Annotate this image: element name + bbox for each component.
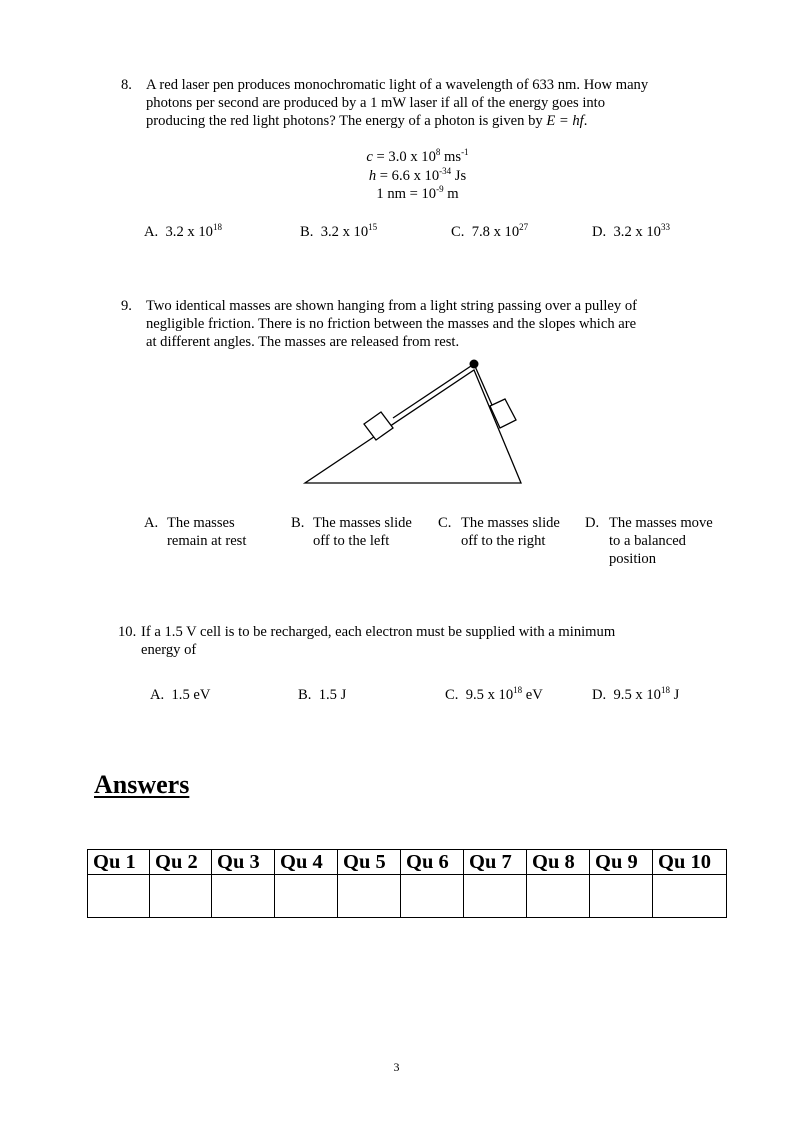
question-text-line: If a 1.5 V cell is to be recharged, each electron must be supplied with a minimum [141,624,616,640]
question-text-line: negligible friction. There is no friction between the masses and the slopes which are [146,316,637,332]
option-d[interactable]: D. 3.2 x $10^{33}$ [592,222,670,240]
option-c[interactable]: C. 9.5 x $10^{18}$ eV [445,685,543,703]
question-number: 9. [121,298,132,314]
answer-cell[interactable] [338,875,401,918]
option-d[interactable]: D. 9.5 x $10^{18}$ J [592,685,680,703]
string-left [393,364,474,418]
column-header: Qu 5 [338,850,401,875]
answer-cell[interactable] [275,875,338,918]
answer-cell[interactable] [527,875,590,918]
column-header: Qu 6 [401,850,464,875]
string-right [474,364,492,405]
answers-heading: Answers [94,770,190,799]
option-b[interactable]: B. 3.2 x $10^{15}$ [300,222,378,240]
question-text-line: A red laser pen produces monochromatic light of a wavelength of 633 nm. How many [146,77,649,93]
question-number: 8. [121,77,132,93]
column-header: Qu 9 [590,850,653,875]
question-text-line: producing the red light photons? The energy of a photon is given by E = hf. [146,113,588,129]
column-header: Qu 8 [527,850,590,875]
answer-cell[interactable] [212,875,275,918]
answer-cell[interactable] [590,875,653,918]
formula: E = hf [546,113,584,129]
answer-cell[interactable] [150,875,212,918]
answer-cell[interactable] [88,875,150,918]
question-text-line: at different angles. The masses are released from rest. [146,334,460,350]
wedge-triangle [305,370,521,483]
question-text-line: energy of [141,642,197,658]
column-header: Qu 4 [275,850,338,875]
answers-input-row [88,875,727,918]
question-text-line: Two identical masses are shown hanging from a light string passing over a pulley of [146,298,638,314]
question-number: 10. [118,624,137,640]
column-header: Qu 7 [464,850,527,875]
answer-cell[interactable] [401,875,464,918]
constant-h: h = 6.6 x $10^{-34}$ Js [368,166,467,184]
column-header: Qu 2 [150,850,212,875]
pulley-icon [470,360,479,369]
answers-header-row [88,850,727,875]
answer-cell[interactable] [464,875,527,918]
mass-left [364,412,393,440]
option-a[interactable]: A. 1.5 eV [150,687,211,703]
option-c[interactable]: C. 7.8 x $10^{27}$ [451,222,529,240]
constant-nm: 1 nm = $10^{-9}$ m [376,184,459,202]
constant-c: c = 3.0 x $10^8$ $ms^{-1}$ [366,147,469,165]
column-header: Qu 1 [88,850,150,875]
page-number: 3 [393,1060,400,1074]
question-text-line: photons per second are produced by a 1 mW laser if all of the energy goes into [146,95,606,111]
mass-right [490,399,516,428]
answer-cell[interactable] [653,875,727,918]
option-a[interactable]: A. 3.2 x $10^{18}$ [144,222,222,240]
answers-table [87,849,727,918]
column-header: Qu 3 [212,850,275,875]
inclined-planes-diagram [0,0,793,500]
option-b[interactable]: B. 1.5 J [298,687,347,703]
column-header: Qu 10 [653,850,727,875]
